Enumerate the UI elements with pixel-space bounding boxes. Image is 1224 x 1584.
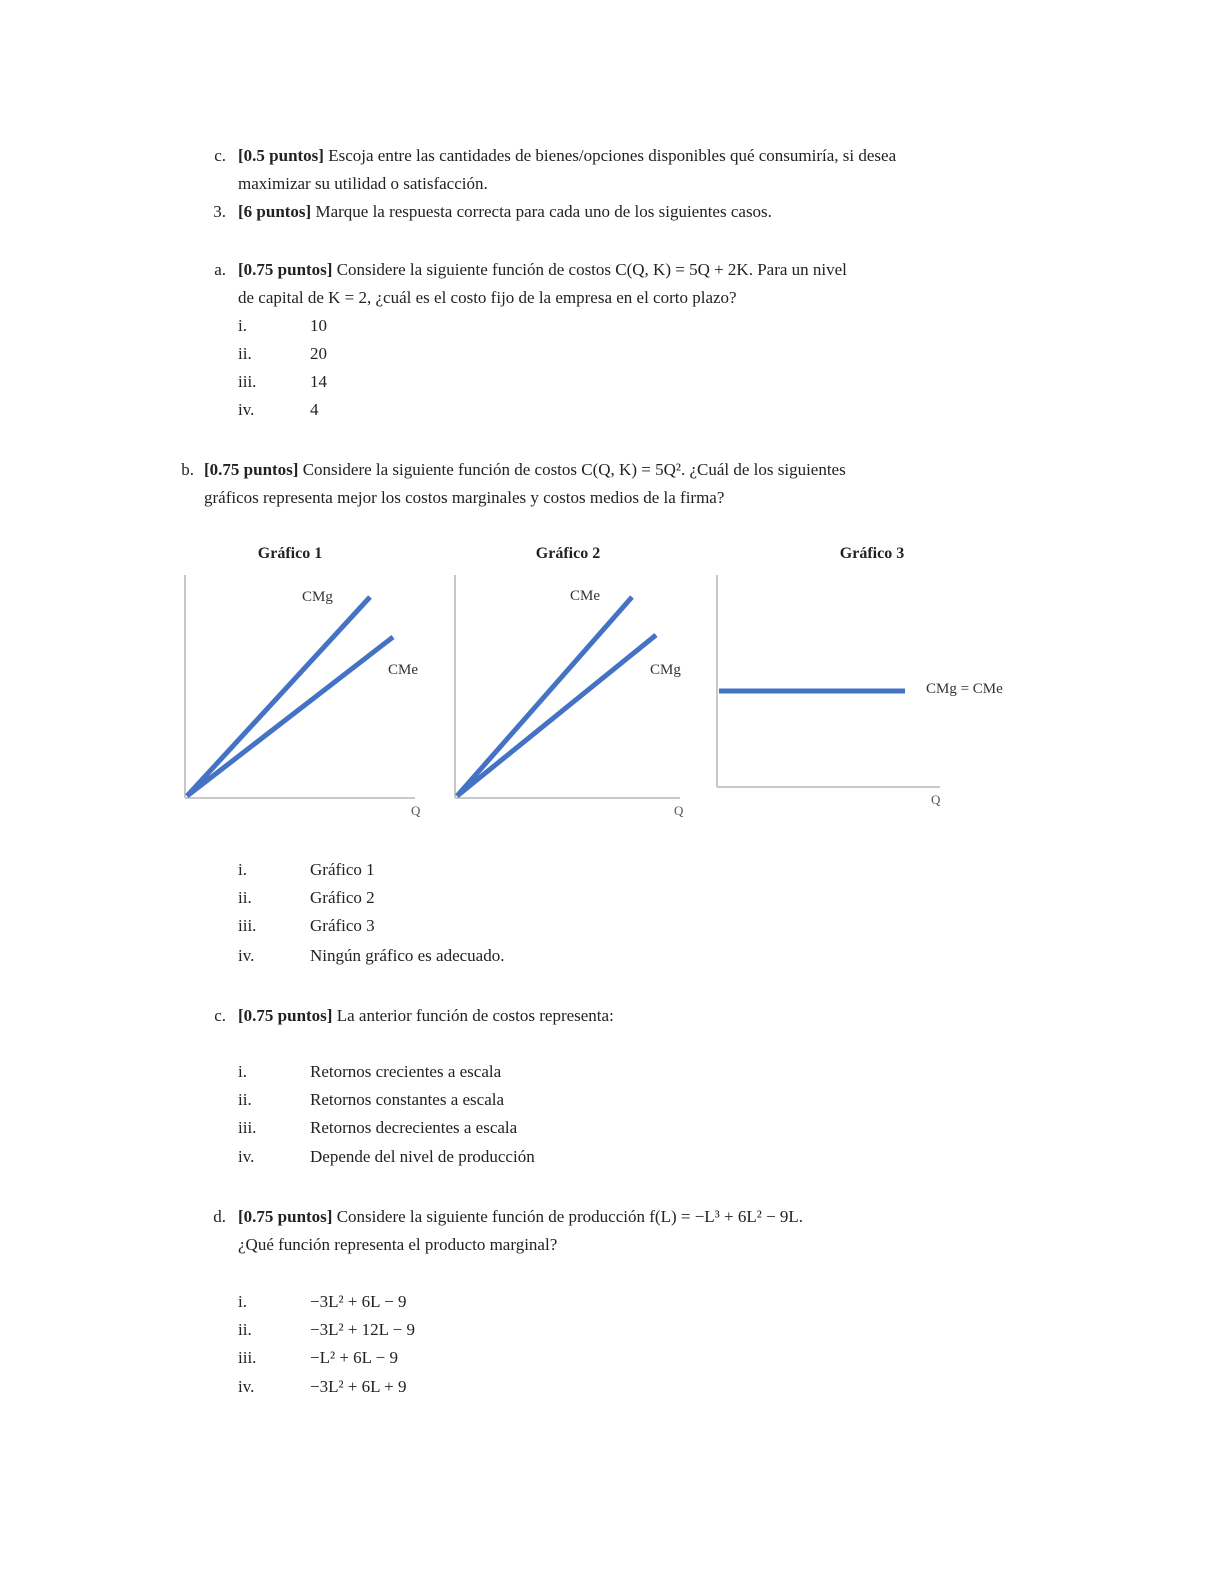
question-points: [0.75 puntos] bbox=[238, 1006, 333, 1025]
question-line: ¿Qué función representa el producto marginal? bbox=[238, 1235, 558, 1254]
option-value[interactable]: 14 bbox=[310, 372, 327, 391]
option-value[interactable]: Retornos decrecientes a escala bbox=[310, 1118, 518, 1137]
question-number: b. bbox=[181, 460, 194, 479]
option-number: iv. bbox=[238, 400, 255, 419]
graph1-label-cme: CMe bbox=[388, 662, 418, 678]
option-number: i. bbox=[238, 1292, 247, 1311]
question-line: Marque la respuesta correcta para cada uno de los siguientes casos. bbox=[315, 202, 772, 221]
option-number: ii. bbox=[238, 1090, 252, 1109]
question-line: Considere la siguiente función de producción f(L) = −L³ + 6L² − 9L. bbox=[336, 1207, 804, 1226]
option-value[interactable]: −3L² + 12L − 9 bbox=[310, 1320, 415, 1339]
option-value[interactable]: 10 bbox=[310, 316, 327, 335]
question-number: c. bbox=[214, 146, 226, 165]
question-points: [0.75 puntos] bbox=[204, 460, 299, 479]
option-value[interactable]: Gráfico 2 bbox=[310, 888, 375, 907]
option-number: iii. bbox=[238, 1118, 257, 1137]
option-number: iii. bbox=[238, 1348, 257, 1367]
option-number: iii. bbox=[238, 916, 257, 935]
option-value[interactable]: Ningún gráfico es adecuado. bbox=[310, 946, 505, 965]
option-number: iv. bbox=[238, 1377, 255, 1396]
option-number: i. bbox=[238, 1062, 247, 1081]
option-number: i. bbox=[238, 860, 247, 879]
option-number: ii. bbox=[238, 1320, 252, 1339]
question-points: [0.75 puntos] bbox=[238, 260, 333, 279]
graph-title: Gráfico 3 bbox=[839, 545, 905, 562]
question-line: gráficos representa mejor los costos marginales y costos medios de la firma? bbox=[204, 488, 725, 507]
option-value[interactable]: 20 bbox=[310, 344, 327, 363]
option-value[interactable]: Retornos crecientes a escala bbox=[310, 1062, 502, 1081]
question-line: La anterior función de costos representa: bbox=[336, 1006, 614, 1025]
graph2-xlabel: Q bbox=[674, 803, 684, 818]
option-number: i. bbox=[238, 316, 247, 335]
option-number: iii. bbox=[238, 372, 257, 391]
option-value[interactable]: Gráfico 1 bbox=[310, 860, 375, 879]
graph1-cme-line bbox=[187, 637, 393, 796]
question-line: Considere la siguiente función de costos C(Q, K) = 5Q + 2K. Para un nivel bbox=[336, 260, 847, 279]
graph1-xlabel: Q bbox=[411, 803, 421, 818]
option-value[interactable]: Retornos constantes a escala bbox=[310, 1090, 505, 1109]
question-number: 3. bbox=[213, 202, 226, 221]
graph3-label: CMg = CMe bbox=[926, 681, 1003, 697]
option-value[interactable]: Depende del nivel de producción bbox=[310, 1147, 535, 1166]
option-number: ii. bbox=[238, 344, 252, 363]
question-points: [0.75 puntos] bbox=[238, 1207, 333, 1226]
option-value[interactable]: −3L² + 6L + 9 bbox=[310, 1377, 407, 1396]
question-number: d. bbox=[213, 1207, 226, 1226]
graph1-label-cmg: CMg bbox=[302, 589, 333, 605]
question-text bbox=[238, 1203, 1058, 1259]
question-points: [6 puntos] bbox=[238, 202, 312, 221]
option-number: ii. bbox=[238, 888, 252, 907]
graph1-cmg-line bbox=[187, 597, 370, 796]
question-line: de capital de K = 2, ¿cuál es el costo fijo de la empresa en el corto plazo? bbox=[238, 288, 737, 307]
graph2-cmg-line bbox=[457, 635, 656, 796]
graph-title: Gráfico 1 bbox=[257, 545, 323, 562]
question-number: c. bbox=[214, 1006, 226, 1025]
option-value[interactable]: −3L² + 6L − 9 bbox=[310, 1292, 407, 1311]
question-line: maximizar su utilidad o satisfacción. bbox=[238, 174, 488, 193]
question-line: Escoja entre las cantidades de bienes/opciones disponibles qué consumiría, si desea bbox=[328, 146, 897, 165]
question-number: a. bbox=[214, 260, 226, 279]
graph2-cme-line bbox=[457, 597, 632, 796]
question-line: Considere la siguiente función de costos C(Q, K) = 5Q². ¿Cuál de los siguientes bbox=[302, 460, 846, 479]
option-value[interactable]: −L² + 6L − 9 bbox=[310, 1348, 398, 1367]
option-value[interactable]: 4 bbox=[310, 400, 319, 419]
graph2-label-cme: CMe bbox=[570, 588, 600, 604]
question-text bbox=[238, 1002, 1058, 1030]
graph2-label-cmg: CMg bbox=[650, 662, 681, 678]
graph-title: Gráfico 2 bbox=[535, 545, 601, 562]
graph3-xlabel: Q bbox=[931, 792, 941, 807]
option-number: iv. bbox=[238, 1147, 255, 1166]
option-number: iv. bbox=[238, 946, 255, 965]
question-points: [0.5 puntos] bbox=[238, 146, 324, 165]
option-value[interactable]: Gráfico 3 bbox=[310, 916, 375, 935]
